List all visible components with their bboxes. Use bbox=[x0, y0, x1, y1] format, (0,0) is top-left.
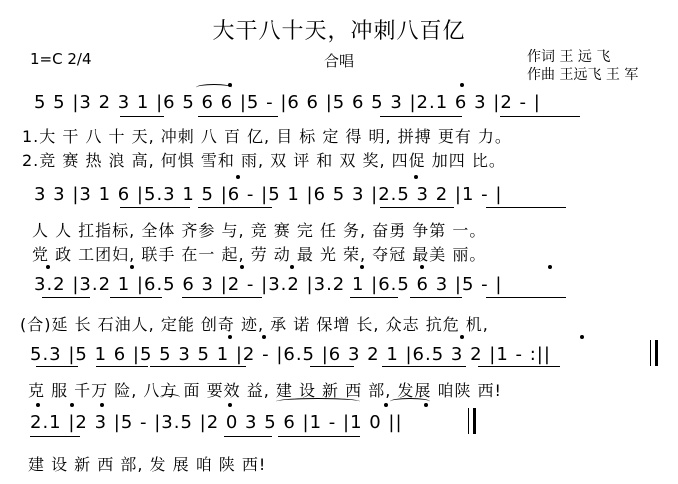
score-line-5-notes: 2.1 |2 3 |5 - |3.5 |2 0 3 5 6 |1 - |1 0 || bbox=[30, 412, 403, 433]
composer-credit: 作曲 王远飞 王 军 bbox=[527, 67, 639, 83]
key-signature: 1=C 2/4 bbox=[30, 50, 92, 68]
score-line-1-verse-1: 1.大 干 八 十 天, 冲刺 八 百 亿, 目 标 定 得 明, 拼搏 更有 力。 bbox=[22, 127, 512, 146]
song-title: 大干八十天，冲刺八百亿 bbox=[212, 19, 466, 44]
score-line-2-verse-1: 人 人 扛指标, 全体 齐参 与, 竞 赛 完 任 务, 奋勇 争第 一。 bbox=[32, 221, 487, 240]
lyricist-credit: 作词 王 远 飞 bbox=[527, 49, 611, 65]
score-line-3-notes: 3.2 |3.2 1 |6.5 6 3 |2 - |3.2 |3.2 1 |6.5 6 3 |5 - | bbox=[34, 274, 503, 295]
score-line-4-lyric: 克 服 千万 险, 八方 面 要效 益, 建 设 新 西 部, 发展 咱陕 西! bbox=[28, 381, 502, 400]
score-line-3-lyric: (合)延 长 石油人, 定能 创奇 迹, 承 诺 保增 长, 众志 抗危 机, bbox=[20, 315, 489, 334]
score-line-5-lyric: 建 设 新 西 部, 发 展 咱 陕 西! bbox=[28, 455, 267, 474]
score-line-1-notes: 5 5 |3 2 3 1 |6 5 6 6 |5 - |6 6 |5 6 5 3 |2.1 6 3 |2 - | bbox=[34, 92, 541, 113]
song-subtitle: 合唱 bbox=[323, 52, 354, 70]
score-line-2-notes: 3 3 |3 1 6 |5.3 1 5 |6 - |5 1 |6 5 3 |2.5 3 2 |1 - | bbox=[34, 184, 503, 205]
score-line-4-notes: 5.3 |5 1 6 |5 5 3 5 1 |2 - |6.5 |6 3 2 1 |6.5 3 2 |1 - :|| bbox=[30, 344, 551, 365]
score-line-1-verse-2: 2.竞 赛 热 浪 高, 何惧 雪和 雨, 双 评 和 双 奖, 四促 加四 比。 bbox=[22, 151, 506, 170]
score-line-2-verse-2: 党 政 工团妇, 联手 在一 起, 劳 动 最 光 荣, 夺冠 最美 丽。 bbox=[32, 245, 487, 264]
